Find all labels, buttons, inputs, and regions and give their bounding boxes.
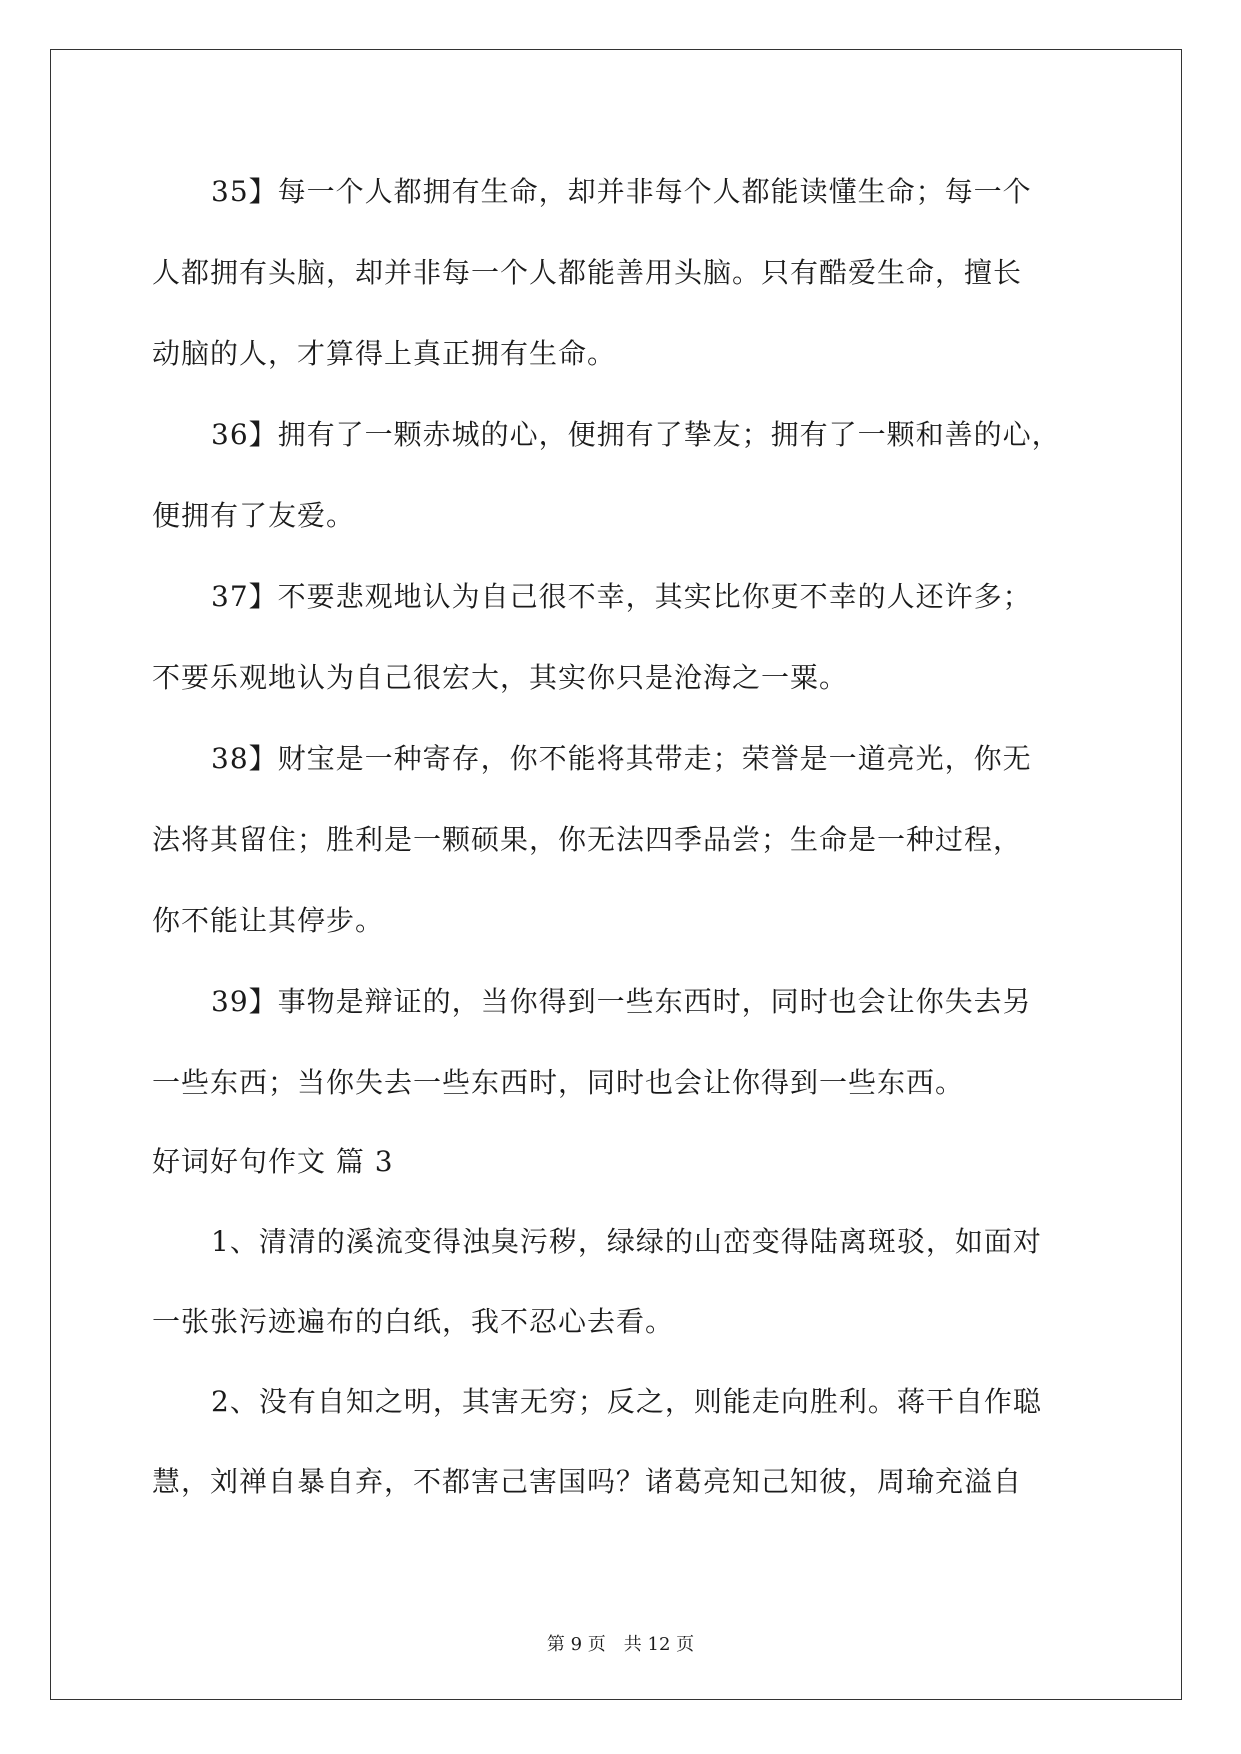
paragraph-35-line-1: 35】每一个人都拥有生命，却并非每个人都能读懂生命；每一个 bbox=[211, 175, 1032, 208]
paragraph-1-line-2: 一张张污迹遍布的白纸，我不忍心去看。 bbox=[152, 1305, 675, 1338]
paragraph-35-line-3: 动脑的人，才算得上真正拥有生命。 bbox=[152, 337, 617, 370]
paragraph-38-line-3: 你不能让其停步。 bbox=[152, 904, 385, 937]
paragraph-1-line-1: 1、清清的溪流变得浊臭污秽，绿绿的山峦变得陆离斑驳，如面对 bbox=[211, 1225, 1042, 1258]
paragraph-36-line-1: 36】拥有了一颗赤城的心，便拥有了挚友；拥有了一颗和善的心， bbox=[211, 418, 1061, 451]
paragraph-2-line-2: 慧，刘禅自暴自弃，不都害己害国吗？诸葛亮知己知彼，周瑜充溢自 bbox=[152, 1465, 1023, 1498]
paragraph-39-line-2: 一些东西；当你失去一些东西时，同时也会让你得到一些东西。 bbox=[152, 1066, 965, 1099]
paragraph-35-line-2: 人都拥有头脑，却并非每一个人都能善用头脑。只有酷爱生命，擅长 bbox=[152, 256, 1023, 289]
paragraph-39-line-1: 39】事物是辩证的，当你得到一些东西时，同时也会让你失去另 bbox=[211, 985, 1032, 1018]
section-heading: 好词好句作文 篇 3 bbox=[152, 1145, 394, 1178]
page-frame bbox=[50, 49, 1182, 1700]
paragraph-2-line-1: 2、没有自知之明，其害无穷；反之，则能走向胜利。蒋干自作聪 bbox=[211, 1385, 1042, 1418]
paragraph-37-line-1: 37】不要悲观地认为自己很不幸，其实比你更不幸的人还许多； bbox=[211, 580, 1032, 613]
paragraph-36-line-2: 便拥有了友爱。 bbox=[152, 499, 356, 532]
paragraph-37-line-2: 不要乐观地认为自己很宏大，其实你只是沧海之一粟。 bbox=[152, 661, 849, 694]
paragraph-38-line-1: 38】财宝是一种寄存，你不能将其带走；荣誉是一道亮光，你无 bbox=[211, 742, 1032, 775]
paragraph-38-line-2: 法将其留住；胜利是一颗硕果，你无法四季品尝；生命是一种过程， bbox=[152, 823, 1023, 856]
page-footer: 第 9 页 共 12 页 bbox=[546, 1634, 695, 1655]
